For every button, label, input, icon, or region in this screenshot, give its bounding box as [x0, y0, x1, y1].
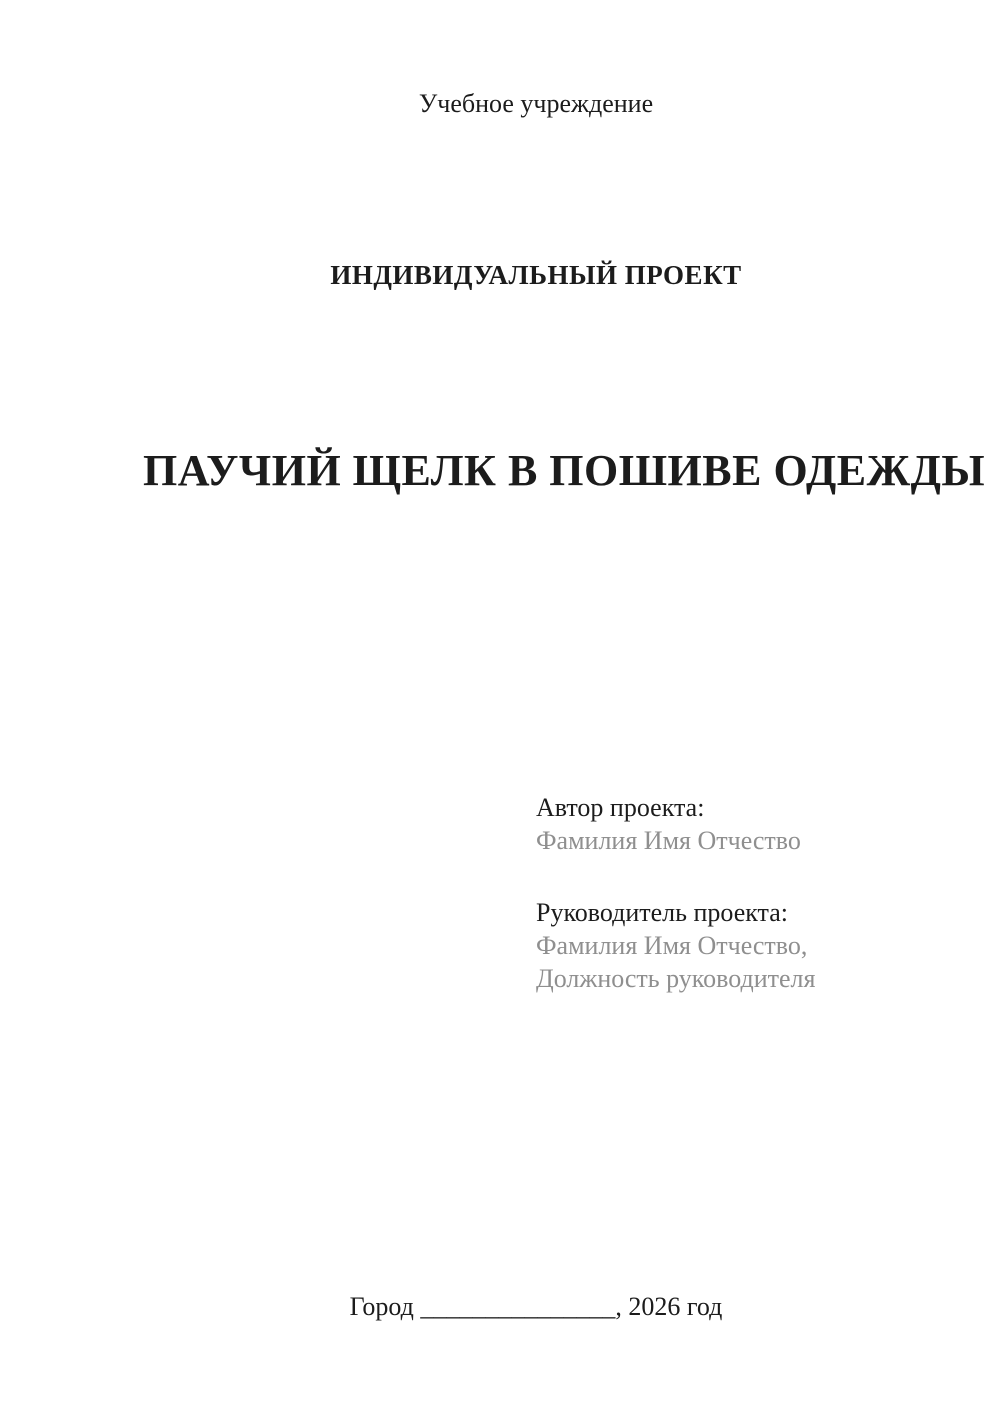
author-name-placeholder: Фамилия Имя Отчество	[536, 826, 801, 855]
supervisor-section	[536, 896, 815, 995]
institution-line: Учебное учреждение	[418, 89, 654, 118]
supervisor-label: Руководитель проекта:	[536, 898, 789, 927]
author-label: Автор проекта:	[536, 793, 705, 822]
author-section	[536, 791, 815, 857]
main-title: ПАУЧИЙ ЩЕЛК В ПОШИВЕ ОДЕЖДЫ	[143, 446, 986, 495]
credits-block	[536, 791, 815, 995]
supervisor-position-placeholder: Должность руководителя	[536, 964, 816, 993]
supervisor-name-placeholder: Фамилия Имя Отчество,	[536, 931, 808, 960]
document-type-heading: ИНДИВИДУАЛЬНЫЙ ПРОЕКТ	[330, 260, 742, 290]
city-year-line: Город _______________, 2026 год	[349, 1292, 723, 1321]
